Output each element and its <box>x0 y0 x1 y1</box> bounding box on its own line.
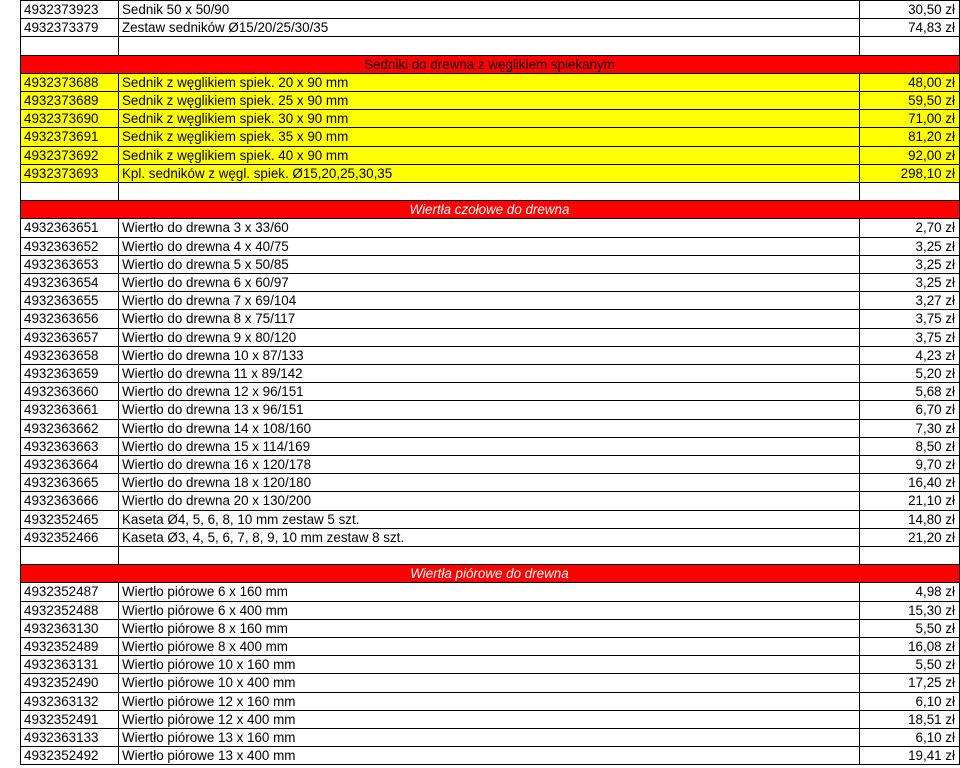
product-name: Sednik z węglikiem spiek. 35 x 90 mm <box>119 128 860 146</box>
product-code: 4932363653 <box>21 255 119 273</box>
table-row <box>21 638 960 656</box>
product-name: Sednik z węglikiem spiek. 20 x 90 mm <box>119 73 860 91</box>
product-code: 4932363130 <box>21 619 119 637</box>
spacer-row <box>21 547 960 565</box>
product-price: 3,25 zł <box>860 274 960 292</box>
empty-cell <box>119 547 860 565</box>
product-name: Wiertło piórowe 12 x 400 mm <box>119 710 860 728</box>
product-price: 14,80 zł <box>860 510 960 528</box>
product-code: 4932352490 <box>21 674 119 692</box>
product-code: 4932373691 <box>21 128 119 146</box>
product-name: Wiertło do drewna 16 x 120/178 <box>119 456 860 474</box>
empty-cell <box>860 547 960 565</box>
product-price: 19,41 zł <box>860 747 960 765</box>
product-price: 92,00 zł <box>860 146 960 164</box>
product-price: 3,75 zł <box>860 310 960 328</box>
table-row <box>21 729 960 747</box>
product-code: 4932363660 <box>21 383 119 401</box>
table-row <box>21 146 960 164</box>
product-name: Wiertło piórowe 13 x 400 mm <box>119 747 860 765</box>
product-price: 4,98 zł <box>860 583 960 601</box>
product-name: Kaseta Ø4, 5, 6, 8, 10 mm zestaw 5 szt. <box>119 510 860 528</box>
product-code: 4932352466 <box>21 528 119 546</box>
product-name: Wiertło do drewna 3 x 33/60 <box>119 219 860 237</box>
table-row <box>21 328 960 346</box>
empty-cell <box>860 183 960 201</box>
table-row <box>21 692 960 710</box>
product-price: 5,68 zł <box>860 383 960 401</box>
empty-cell <box>21 183 119 201</box>
product-code: 4932363658 <box>21 346 119 364</box>
table-row <box>21 128 960 146</box>
table-row <box>21 237 960 255</box>
table-row <box>21 619 960 637</box>
product-name: Wiertło do drewna 5 x 50/85 <box>119 255 860 273</box>
product-code: 4932352488 <box>21 601 119 619</box>
product-price: 71,00 zł <box>860 110 960 128</box>
product-code: 4932363654 <box>21 274 119 292</box>
table-row <box>21 474 960 492</box>
product-price: 59,50 zł <box>860 92 960 110</box>
product-name: Kpl. sedników z węgl. spiek. Ø15,20,25,30,35 <box>119 164 860 182</box>
section-header: Wiertła piórowe do drewna <box>21 565 960 583</box>
section-header-row <box>21 565 960 583</box>
product-code: 4932352487 <box>21 583 119 601</box>
product-price: 2,70 zł <box>860 219 960 237</box>
product-name: Kaseta Ø3, 4, 5, 6, 7, 8, 9, 10 mm zestaw 8 szt. <box>119 528 860 546</box>
product-code: 4932363651 <box>21 219 119 237</box>
empty-cell <box>21 37 119 55</box>
table-row <box>21 1 960 19</box>
product-price: 3,27 zł <box>860 292 960 310</box>
product-name: Wiertło do drewna 11 x 89/142 <box>119 365 860 383</box>
product-code: 4932363662 <box>21 419 119 437</box>
product-name: Zestaw sedników Ø15/20/25/30/35 <box>119 19 860 37</box>
product-name: Wiertło do drewna 4 x 40/75 <box>119 237 860 255</box>
product-code: 4932363665 <box>21 474 119 492</box>
table-row <box>21 274 960 292</box>
product-name: Wiertło piórowe 8 x 160 mm <box>119 619 860 637</box>
product-price: 298,10 zł <box>860 164 960 182</box>
table-row <box>21 255 960 273</box>
product-price: 48,00 zł <box>860 73 960 91</box>
product-code: 4932363663 <box>21 437 119 455</box>
product-name: Wiertło do drewna 15 x 114/169 <box>119 437 860 455</box>
product-price: 3,25 zł <box>860 237 960 255</box>
product-code: 4932363132 <box>21 692 119 710</box>
product-code: 4932373689 <box>21 92 119 110</box>
product-code: 4932352491 <box>21 710 119 728</box>
product-name: Sednik z węglikiem spiek. 25 x 90 mm <box>119 92 860 110</box>
table-row <box>21 674 960 692</box>
table-row <box>21 456 960 474</box>
product-name: Wiertło do drewna 13 x 96/151 <box>119 401 860 419</box>
product-price: 5,20 zł <box>860 365 960 383</box>
product-price: 5,50 zł <box>860 619 960 637</box>
product-code: 4932363655 <box>21 292 119 310</box>
product-code: 4932363656 <box>21 310 119 328</box>
product-name: Sednik 50 x 50/90 <box>119 1 860 19</box>
empty-cell <box>860 37 960 55</box>
product-code: 4932373693 <box>21 164 119 182</box>
product-name: Wiertło piórowe 10 x 160 mm <box>119 656 860 674</box>
product-code: 4932363131 <box>21 656 119 674</box>
product-code: 4932352465 <box>21 510 119 528</box>
section-header-row <box>21 55 960 73</box>
product-name: Wiertło piórowe 12 x 160 mm <box>119 692 860 710</box>
table-row <box>21 346 960 364</box>
product-price: 15,30 zł <box>860 601 960 619</box>
product-price: 81,20 zł <box>860 128 960 146</box>
product-price: 8,50 zł <box>860 437 960 455</box>
product-code: 4932363652 <box>21 237 119 255</box>
product-price: 21,20 zł <box>860 528 960 546</box>
product-name: Wiertło piórowe 13 x 160 mm <box>119 729 860 747</box>
product-code: 4932373690 <box>21 110 119 128</box>
product-price: 5,50 zł <box>860 656 960 674</box>
product-name: Sednik z węglikiem spiek. 40 x 90 mm <box>119 146 860 164</box>
table-row <box>21 710 960 728</box>
product-name: Wiertło do drewna 12 x 96/151 <box>119 383 860 401</box>
empty-cell <box>119 183 860 201</box>
spacer-row <box>21 37 960 55</box>
product-code: 4932363659 <box>21 365 119 383</box>
table-row <box>21 92 960 110</box>
table-row <box>21 310 960 328</box>
product-name: Wiertło do drewna 18 x 120/180 <box>119 474 860 492</box>
table-row <box>21 365 960 383</box>
table-row <box>21 656 960 674</box>
product-price: 9,70 zł <box>860 456 960 474</box>
product-price: 6,70 zł <box>860 401 960 419</box>
table-row <box>21 164 960 182</box>
product-price: 30,50 zł <box>860 1 960 19</box>
price-list-table <box>20 0 960 765</box>
product-name: Wiertło do drewna 8 x 75/117 <box>119 310 860 328</box>
table-row <box>21 492 960 510</box>
product-name: Wiertło piórowe 8 x 400 mm <box>119 638 860 656</box>
table-row <box>21 601 960 619</box>
product-name: Wiertło do drewna 14 x 108/160 <box>119 419 860 437</box>
table-row <box>21 219 960 237</box>
product-price: 21,10 zł <box>860 492 960 510</box>
product-price: 16,08 zł <box>860 638 960 656</box>
product-name: Wiertło do drewna 10 x 87/133 <box>119 346 860 364</box>
price-list-body <box>21 1 960 765</box>
product-price: 6,10 zł <box>860 692 960 710</box>
table-row <box>21 401 960 419</box>
table-row <box>21 383 960 401</box>
product-code: 4932363664 <box>21 456 119 474</box>
product-price: 16,40 zł <box>860 474 960 492</box>
product-code: 4932363133 <box>21 729 119 747</box>
product-price: 74,83 zł <box>860 19 960 37</box>
table-row <box>21 19 960 37</box>
table-row <box>21 747 960 765</box>
table-row <box>21 437 960 455</box>
product-code: 4932363666 <box>21 492 119 510</box>
product-code: 4932363661 <box>21 401 119 419</box>
product-price: 3,25 zł <box>860 255 960 273</box>
empty-cell <box>21 547 119 565</box>
product-name: Wiertło do drewna 9 x 80/120 <box>119 328 860 346</box>
product-code: 4932373923 <box>21 1 119 19</box>
product-price: 18,51 zł <box>860 710 960 728</box>
product-name: Sednik z węglikiem spiek. 30 x 90 mm <box>119 110 860 128</box>
product-name: Wiertło piórowe 10 x 400 mm <box>119 674 860 692</box>
product-price: 4,23 zł <box>860 346 960 364</box>
product-code: 4932373379 <box>21 19 119 37</box>
product-code: 4932373692 <box>21 146 119 164</box>
spacer-row <box>21 183 960 201</box>
product-price: 3,75 zł <box>860 328 960 346</box>
product-name: Wiertło piórowe 6 x 400 mm <box>119 601 860 619</box>
product-name: Wiertło do drewna 20 x 130/200 <box>119 492 860 510</box>
section-header: Sedniki do drewna z węglikiem spiekanym <box>21 55 960 73</box>
table-row <box>21 419 960 437</box>
table-row <box>21 110 960 128</box>
product-price: 7,30 zł <box>860 419 960 437</box>
table-row <box>21 73 960 91</box>
product-price: 17,25 zł <box>860 674 960 692</box>
product-code: 4932352489 <box>21 638 119 656</box>
table-row <box>21 528 960 546</box>
product-code: 4932363657 <box>21 328 119 346</box>
product-name: Wiertło do drewna 7 x 69/104 <box>119 292 860 310</box>
section-header-row <box>21 201 960 219</box>
product-code: 4932352492 <box>21 747 119 765</box>
section-header: Wiertła czołowe do drewna <box>21 201 960 219</box>
product-name: Wiertło do drewna 6 x 60/97 <box>119 274 860 292</box>
table-row <box>21 510 960 528</box>
empty-cell <box>119 37 860 55</box>
table-row <box>21 583 960 601</box>
product-name: Wiertło piórowe 6 x 160 mm <box>119 583 860 601</box>
product-code: 4932373688 <box>21 73 119 91</box>
table-row <box>21 292 960 310</box>
product-price: 6,10 zł <box>860 729 960 747</box>
